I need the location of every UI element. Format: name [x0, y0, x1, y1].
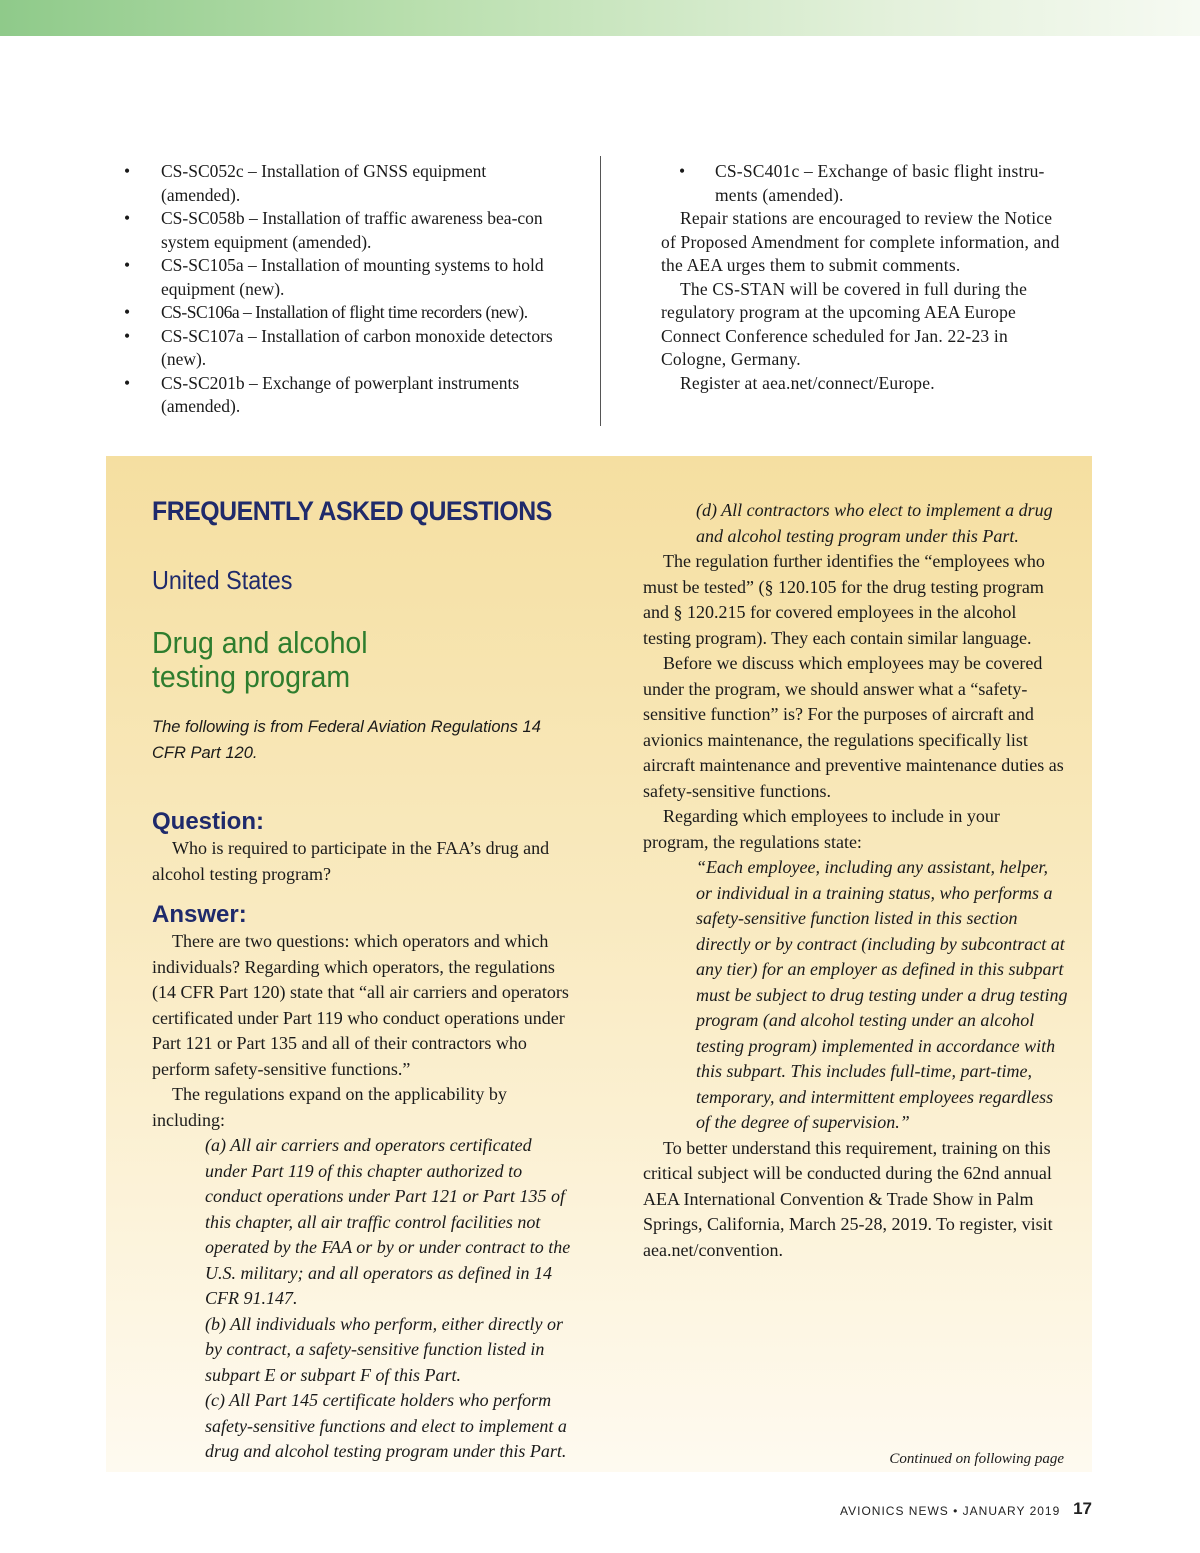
- upper-right-column: [600, 160, 1070, 395]
- list-item: • CS-SC052c – Installation of GNSS equipment (amended).: [0, 160, 560, 207]
- paragraph: Register at aea.net/connect/Europe.: [680, 372, 935, 393]
- paragraph: Before we discuss which employees may be covered under the program, we should answer what a “safety-sensitive function” is? For the purposes of aircraft and avionics maintenance, the regulations specifically list aircraft maintenance and preventive maintenance duties as safety-sensitive functions.: [643, 653, 1064, 801]
- upper-section: [0, 160, 1200, 430]
- list-item: • CS-SC058b – Installation of traffic awareness bea-con system equipment (amended).: [0, 207, 560, 254]
- upper-left-column: [0, 160, 560, 419]
- quote-item: (a) All air carriers and operators certificated under Part 119 of this chapter authorized to conduct operations under Part 121 or Part 135 of this chapter, all air traffic control facilities not operated by the FAA or by or under contract to the U.S. military; and all operators as defined in 14 CFR 91.147.: [205, 1135, 571, 1308]
- paragraph: Who is required to participate in the FAA’s drug and alcohol testing program?: [152, 838, 550, 884]
- paragraph: The regulations expand on the applicability by including:: [152, 1084, 507, 1130]
- faq-source-note: The following is from Federal Aviation Regulations 14 CFR Part 120.: [152, 718, 541, 762]
- quote-item: “Each employee, including any assistant, helper, or individual in a training status, who performs a safety-sensitive function listed in this section directly or by contract (including by subcontract at any tier) for an employer as defined in this subpart must be subject to drug testing under a drug testing program (and alcohol testing under an alcohol testing program) implemented in accordance with this subpart. This includes full-time, part-time, temporary, and intermittent employees regardless of the degree of supervision.”: [696, 857, 1068, 1132]
- faq-region: United States: [152, 565, 293, 595]
- paragraph: There are two questions: which operators and which individuals? Regarding which operators, the regulations (14 CFR Part 120) state that “all air carriers and operators certificated under Part 119 who conduct operations under Part 121 or Part 135 and all of their contractors who perform safety-sensitive functions.”: [152, 931, 569, 1079]
- faq-topic-title: [152, 626, 538, 694]
- continued-note: Continued on following page: [889, 1451, 1064, 1467]
- list-item: • CS-SC107a – Installation of carbon monoxide detectors (new).: [0, 325, 560, 372]
- cs-stan-list: [0, 160, 560, 419]
- answer-text: [152, 929, 572, 1133]
- paragraph: The CS-STAN will be covered in full during the regulatory program at the upcoming AEA Europe Connect Conference scheduled for Jan. 22-23 in Cologne, Germany.: [661, 278, 1028, 369]
- page-footer: [840, 1499, 1100, 1523]
- top-color-bar: [0, 0, 1200, 36]
- quote-item: (d) All contractors who elect to implement a drug and alcohol testing program under this Part.: [696, 500, 1053, 546]
- page-number: 17: [1073, 1499, 1092, 1518]
- topic-line: Drug and alcohol: [152, 625, 368, 660]
- answer-label: Answer:: [152, 901, 247, 928]
- list-item: • CS-SC201b – Exchange of powerplant instruments (amended).: [0, 372, 560, 419]
- paragraph: To better understand this requirement, training on this critical subject will be conducted during the 62nd annual AEA International Convention & Trade Show in Palm Springs, California, March 25-28, 2019. To register, visit aea.net/convention.: [643, 1137, 1053, 1260]
- list-item: • CS-SC105a – Installation of mounting systems to hold equipment (new).: [0, 254, 560, 301]
- faq-left-column: [152, 496, 572, 1465]
- paragraph: The regulation further identifies the “employees who must be tested” (§ 120.105 for the drug testing program and § 120.215 for covered employees in the alcohol testing program). They each contain similar language.: [643, 551, 1045, 648]
- answer-closing: [643, 1136, 1068, 1264]
- topic-line: testing program: [152, 659, 351, 694]
- regulation-quote: [152, 1133, 572, 1465]
- publication-line: AVIONICS NEWS • JANUARY 2019: [840, 1504, 1061, 1518]
- list-item: • CS-SC401c – Exchange of basic flight instru-ments (amended).: [600, 160, 1070, 207]
- faq-right-column: [643, 498, 1068, 1263]
- employee-quote: [643, 855, 1068, 1136]
- quote-item: (c) All Part 145 certificate holders who perform safety-sensitive functions and elect to implement a drug and alcohol testing program under this Part.: [205, 1390, 567, 1461]
- faq-box: [106, 456, 1092, 1472]
- list-item: • CS-SC106a – Installation of flight time recorders (new).: [0, 301, 560, 325]
- paragraph: Regarding which employees to include in your program, the regulations state:: [643, 806, 1000, 852]
- faq-heading: FREQUENTLY ASKED QUESTIONS: [152, 496, 552, 526]
- question-label: Question:: [152, 808, 264, 835]
- cs-stan-list-continued: [600, 160, 1070, 207]
- question-text: [152, 836, 572, 887]
- paragraph: Repair stations are encouraged to review the Notice of Proposed Amendment for complete information, and the AEA urges them to submit comments.: [661, 208, 1060, 275]
- answer-text-continued: [643, 549, 1068, 855]
- regulation-quote-continued: [643, 498, 1068, 549]
- quote-item: (b) All individuals who perform, either directly or by contract, a safety-sensitive function listed in subpart E or subpart F of this Part.: [205, 1313, 563, 1385]
